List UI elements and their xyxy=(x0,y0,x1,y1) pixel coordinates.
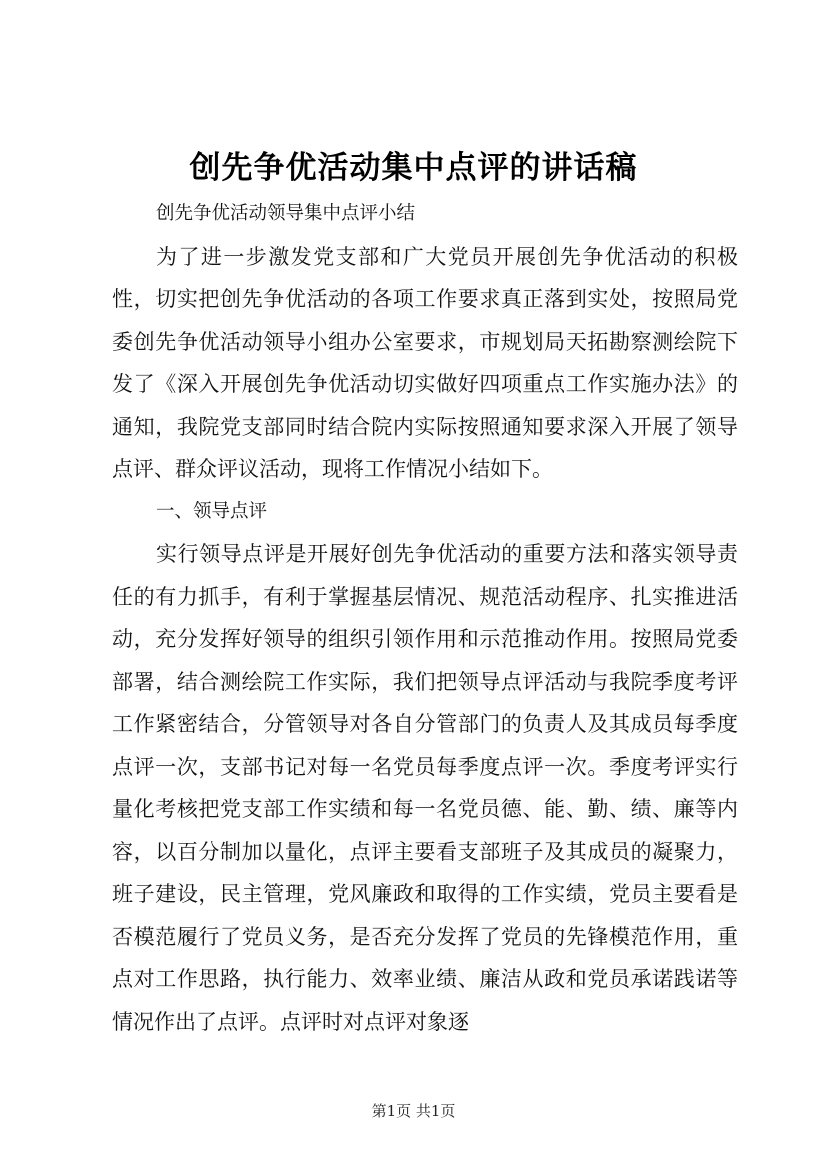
page-footer xyxy=(0,1100,827,1121)
document-title: 创先争优活动集中点评的讲话稿 xyxy=(189,150,638,186)
section-heading-leader-review: 一、领导点评 xyxy=(156,500,268,522)
paragraph-leader-review: 实行领导点评是开展好创先争优活动的重要方法和落实领导责任的有力抓手，有利于掌握基层情况、规范活动程序、扎实推进活动，充分发挥好领导的组织引领作用和示范推动作用。按照局党委部署，结合测绘院工作实际，我们把领导点评活动与我院季度考评工作紧密结合，分管领导对各自分管部门的负责人及其成员每季度点评一次，支部书记对每一名党员每季度点评一次。季度考评实行量化考核把党支部工作实绩和每一名党员德、能、勤、绩、廉等内容，以百分制加以量化，点评主要看支部班子及其成员的凝聚力，班子建设，民主管理，党风廉政和取得的工作实绩，党员主要看是否模范履行了党员义务，是否充分发挥了党员的先锋模范作用，重点对工作思路，执行能力、效率业绩、廉洁从政和党员承诺践诺等情况作出了点评。点评时对点评对象逐 xyxy=(112,542,738,1034)
paragraph-intro: 为了进一步激发党支部和广大党员开展创先争优活动的积极性，切实把创先争优活动的各项工作要求真正落到实处，按照局党委创先争优活动领导小组办公室要求，市规划局天拓勘察测绘院下发了《深入开展创先争优活动切实做好四项重点工作实施办法》的通知，我院党支部同时结合院内实际按照通知要求深入开展了领导点评、群众评议活动，现将工作情况小结如下。 xyxy=(112,244,738,481)
document-subtitle: 创先争优活动领导集中点评小结 xyxy=(156,203,416,224)
page-number-label: 第1页 共1页 xyxy=(371,1102,456,1120)
document-body xyxy=(112,193,738,1043)
